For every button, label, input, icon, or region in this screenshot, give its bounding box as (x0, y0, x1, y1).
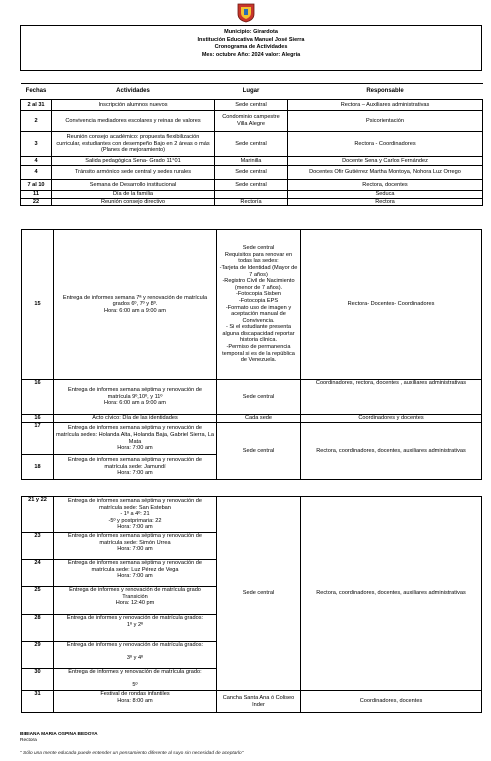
cell-lugar: Sede central (215, 100, 288, 111)
header-lugar: Lugar (215, 84, 288, 100)
cell-lugar: Sede central Requisitos para renovar en todas las sedes: -Tarjeta de Identidad (Mayor de 7 años) -Registro Civil de Nacimiento (menor de 7 años). -Fotocopia Sisben -Fotocopia EPS -Formato uso de imagen y aceptación manual de Convivencia. - Si el estudiante presenta alguna discapacidad reportar historia clínica. -Permiso de permanencia temporal si es de la república de Venezuela. (217, 230, 301, 380)
cell-fecha: 3 (21, 132, 52, 157)
cell-lugar: Cada sede (217, 415, 301, 423)
cell-fecha: 30 (22, 669, 54, 691)
cell-responsable: Rectora, coordinadores, docentes, auxiliares administrativas (301, 497, 482, 691)
table-row (21, 100, 483, 111)
table-row (21, 157, 483, 166)
cell-actividad: Entrega de informes y renovación de matrícula grado: 5º (54, 669, 217, 691)
signer-name: BIBIANA MARIA OSPINA BEDOYA (20, 732, 98, 737)
cell-actividad: Inscripción alumnos nuevos (52, 100, 215, 111)
municipio-text: Municipio: Girardota (224, 29, 278, 35)
cell-lugar: Rectoría (215, 198, 288, 206)
cell-lugar: Cancha Santa Ana ó Coliseo Inder (217, 691, 301, 713)
cell-fecha: 16 (22, 380, 54, 415)
cell-lugar: Sede central (217, 380, 301, 415)
cell-actividad: Entrega de informes y renovación de matrícula grados: 1º y 2º (54, 615, 217, 642)
table-row (22, 423, 482, 455)
schedule-table-3 (21, 496, 482, 713)
cell-fecha: 18 (22, 455, 54, 480)
cell-actividad: Reunión consejo directivo (52, 198, 215, 206)
table-row (22, 415, 482, 423)
cell-fecha: 11 (21, 191, 52, 199)
cell-actividad: Día de la familia (52, 191, 215, 199)
table-row (21, 180, 483, 191)
signature-block (20, 732, 98, 744)
cell-responsable: Docentes Ofir Gutiérrez Martha Montoya, Nohora Luz Orrego (288, 166, 483, 180)
cell-actividad: Entrega de informes y renovación de matrícula grado Transición Hora: 12:40 pm (54, 587, 217, 615)
cell-lugar (215, 191, 288, 199)
table-row (21, 166, 483, 180)
table-row (21, 198, 483, 206)
cell-lugar: Sede central (217, 423, 301, 480)
table-row (21, 132, 483, 157)
cell-responsable: Rectora, coordinadores, docentes, auxiliares administrativas (301, 423, 482, 480)
header-actividades: Actividades (52, 84, 215, 100)
cell-responsable: Rectora- Docentes- Coordinadores (301, 230, 482, 380)
cell-lugar: Sede central (215, 180, 288, 191)
cell-actividad: Festival de rondas infantiles Hora: 8:00 am (54, 691, 217, 713)
schedule-table-1 (20, 83, 483, 206)
cell-fecha: 2 al 31 (21, 100, 52, 111)
cell-fecha: 29 (22, 642, 54, 669)
footer-quote: " Sólo una mente educada puede entender un pensamiento diferente al suyo sin necesidad de aceptarlo" (20, 751, 244, 756)
cell-responsable: Rectora, docentes (288, 180, 483, 191)
cell-responsable: Psicorientación (288, 111, 483, 132)
table-row (21, 191, 483, 199)
cell-actividad: Salida pedagógica Sena- Grado 11°01 (52, 157, 215, 166)
cell-responsable: Rectora – Auxiliares administrativas (288, 100, 483, 111)
cell-actividad: Entrega de informes semana 7ª y renovación de matrícula grados 6º, 7º y 8º. Hora: 6:00 am a 9:00 am (54, 230, 217, 380)
cell-fecha: 22 (21, 198, 52, 206)
schedule-table-2 (21, 229, 482, 480)
cell-fecha: 28 (22, 615, 54, 642)
cell-responsable: Coordinadores, rectora, docentes , auxiliares administrativas (301, 380, 482, 415)
cell-fecha: 24 (22, 560, 54, 587)
cell-actividad: Entrega de informes semana séptima y renovación de matrícula sede: Jamundí Hora: 7:00 am (54, 455, 217, 480)
titulo-text: Cronograma de Actividades (214, 44, 288, 50)
cell-fecha: 2 (21, 111, 52, 132)
cell-actividad: Acto cívico: Día de las identidades (54, 415, 217, 423)
cell-actividad: Reunión consejo académico: propuesta flexibilización curricular, estudiantes con desempeño Bajo en 2 áreas o más (Planes de mejoramiento) (52, 132, 215, 157)
cell-lugar: Sede central (217, 497, 301, 691)
cell-responsable: Coordinadores, docentes (301, 691, 482, 713)
mes-text: Mes: octubre Año: 2024 valor: Alegría (201, 51, 301, 58)
table-row (22, 497, 482, 533)
document-header (20, 25, 482, 71)
table-row (21, 111, 483, 132)
cell-lugar: Condominio campestre Villa Alegre (215, 111, 288, 132)
cell-actividad: Convivencia mediadores escolares y reinas de valores (52, 111, 215, 132)
cell-fecha: 31 (22, 691, 54, 713)
cell-responsable: Seduca (288, 191, 483, 199)
cell-actividad: Entrega de informes y renovación de matrícula grados: 3º y 4º (54, 642, 217, 669)
cell-actividad: Entrega de informes semana séptima y renovación de matrícula 9º,10º, y 11º Hora: 6:00 am a 9:00 am (54, 380, 217, 415)
table-row (22, 230, 482, 380)
signer-role: Rectora (20, 738, 37, 743)
cell-lugar: Sede central (215, 132, 288, 157)
cell-fecha: 4 (21, 157, 52, 166)
cell-actividad: Tránsito armónico sede central y sedes rurales (52, 166, 215, 180)
table-row (22, 380, 482, 415)
table-header-row (21, 84, 483, 100)
cell-lugar: Sede central (215, 166, 288, 180)
cell-actividad: Semana de Desarrollo institucional (52, 180, 215, 191)
cell-fecha: 7 al 10 (21, 180, 52, 191)
cell-fecha: 25 (22, 587, 54, 615)
cell-fecha: 4 (21, 166, 52, 180)
cell-responsable: Rectora - Coordinadores (288, 132, 483, 157)
school-crest-logo (235, 3, 257, 23)
cell-actividad: Entrega de informes semana séptima y renovación de matrícula sede: Simón Urrea Hora: 7:00 am (54, 533, 217, 560)
institucion-text: Institución Educativa Manuel José Sierra (197, 36, 305, 43)
cell-responsable: Rectora (288, 198, 483, 206)
cell-fecha: 16 (22, 415, 54, 423)
cell-actividad: Entrega de informes semana séptima y renovación de matrícula sede: Luz Pérez de Vega Hora: 7:00 am (54, 560, 217, 587)
cell-fecha: 23 (22, 533, 54, 560)
cell-responsable: Coordinadores y docentes (301, 415, 482, 423)
cell-actividad: Entrega de informes semana séptima y renovación de matrícula sede: San Esteban - 1º a 4º: 21 -5º y postprimaria: 22 Hora: 7:00 am (54, 497, 217, 533)
table-row (22, 691, 482, 713)
cell-fecha: 15 (22, 230, 54, 380)
header-responsable: Responsable (288, 84, 483, 100)
cell-fecha: 21 y 22 (22, 497, 54, 533)
header-fechas: Fechas (21, 84, 52, 100)
cell-actividad: Entrega de informes semana séptima y renovación de matrícula sedes: Holanda Alta, Holanda Baja, Gabriel Sierra, La Mata Hora: 7:00 am (54, 423, 217, 455)
cell-fecha: 17 (22, 423, 54, 455)
cell-lugar: Marinilla (215, 157, 288, 166)
cell-responsable: Docente Sena y Carlos Fernández (288, 157, 483, 166)
